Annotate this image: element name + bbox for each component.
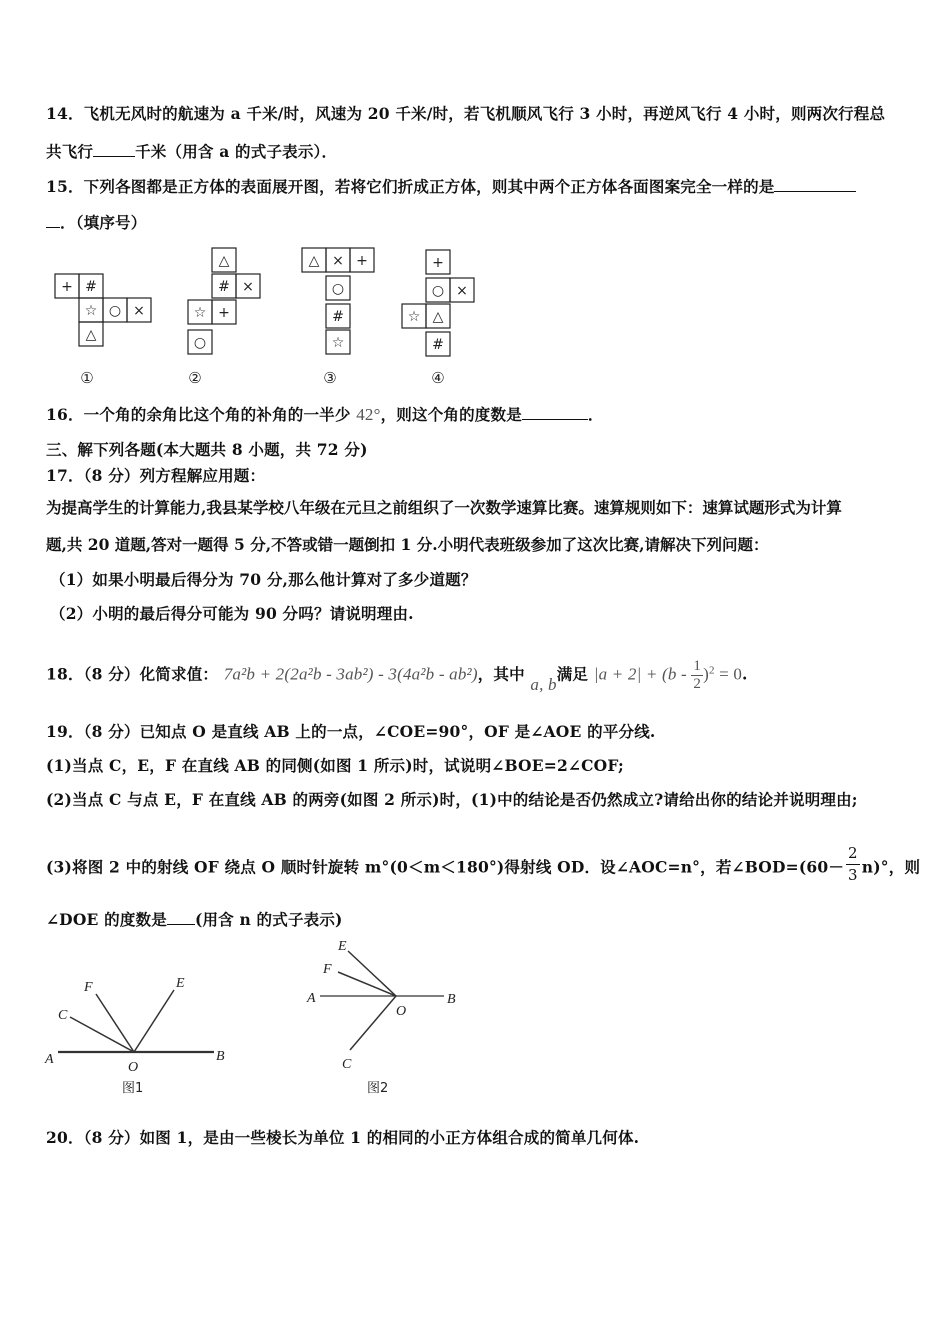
- q14-line2-post: 千米（用含 a 的式子表示）．: [135, 142, 338, 161]
- q19-fraction-num: 2: [846, 843, 860, 865]
- q14-line2-pre: 共飞行: [46, 142, 94, 161]
- fig1-ray-oe: [134, 990, 174, 1052]
- fig2-ray-oc: [350, 996, 396, 1050]
- net2-cell-1: △: [218, 253, 230, 269]
- net2-label: ②: [188, 369, 202, 387]
- fig2-caption: 图2: [367, 1081, 389, 1096]
- net4-cell-4: ☆: [407, 309, 421, 325]
- fig1-label-a: A: [45, 1052, 54, 1067]
- net2-cell-2: #: [218, 279, 230, 295]
- net2-cell-6: ○: [193, 335, 207, 351]
- net3-label: ③: [323, 369, 337, 387]
- fig2-ray-of: [338, 972, 396, 996]
- net3-cell-2: ×: [332, 253, 344, 269]
- net4-cell-3: ×: [456, 283, 468, 299]
- net1-cell-6: △: [85, 327, 97, 343]
- q15-line1-text: 15．下列各图都是正方体的表面展开图，若将它们折成正方体，则其中两个正方体各面图案完全一样的是: [46, 177, 775, 196]
- net4-cell-6: #: [432, 337, 444, 353]
- q20-line: 20．（8 分）如图 1，是由一些棱长为单位 1 的相同的小正方体组合成的简单几何体.: [46, 1128, 640, 1147]
- fig2-label-e: E: [338, 939, 347, 954]
- net2-cell-5: +: [218, 305, 230, 321]
- fig1-ray-oc: [70, 1017, 134, 1052]
- q18-end: .: [742, 664, 748, 684]
- net3-cell-4: ○: [331, 281, 345, 297]
- q19-line4-pre: (3)将图 2 中的射线 OF 绕点 O 顺时针旋转 m°(0＜m＜180°)得射线 OD．设∠AOC=n°，若∠BOD=(60－: [46, 857, 845, 877]
- fig1-label-e: E: [176, 976, 185, 991]
- q18-exponent: 2: [708, 664, 715, 677]
- q17-paragraph-2: 题,共 20 道题,答对一题得 5 分,不答或错一题倒扣 1 分.小明代表班级参加了这次比赛,请解决下列问题：: [46, 535, 769, 554]
- q18-pre: 18．（8 分）化简求值：: [46, 664, 219, 684]
- q18-equals: = 0: [714, 664, 743, 684]
- q16-post: ，则这个角的度数是: [380, 405, 522, 424]
- net3-cell-5: #: [332, 309, 344, 325]
- net4-cell-5: △: [432, 309, 444, 325]
- q18-vars: a, b: [530, 674, 557, 694]
- fig2-label-o: O: [396, 1004, 407, 1019]
- q18-satisfy: 满足: [556, 664, 589, 684]
- q19-line5-post: (用含 n 的式子表示): [194, 910, 343, 929]
- fig1-label-o: O: [128, 1060, 139, 1075]
- q17-title: 17．（8 分）列方程解应用题：: [46, 466, 266, 485]
- fig2-label-c: C: [342, 1057, 352, 1072]
- q15-line2-text: ．（填序号）: [60, 213, 147, 232]
- net2-cell-3: ×: [242, 279, 254, 295]
- q17-sub-2: （2）小明的最后得分可能为 90 分吗？请说明理由.: [50, 604, 414, 623]
- q18-expression: 7a²b + 2(2a²b - 3ab²) - 3(4a²b - ab²): [223, 664, 478, 684]
- q18-mid: ，其中: [477, 664, 525, 684]
- q14-line1: 14．飞机无风时的航速为 a 千米/时，风速为 20 千米/时，若飞机顺风飞行 3 小时，再逆风飞行 4 小时，则两次行程总: [46, 104, 886, 123]
- q17-paragraph-1: 为提高学生的计算能力,我县某学校八年级在元旦之前组织了一次数学速算比赛。速算规则如下：速算试题形式为计算: [46, 498, 842, 517]
- q18-condition-left: |a + 2| + (b -: [593, 664, 692, 684]
- q16-line: 16．一个角的余角比这个角的补角的一半少 42°，则这个角的度数是 ．: [46, 405, 604, 424]
- figure-1: [58, 990, 214, 1052]
- figure-2: [320, 951, 444, 1050]
- net2-cell-4: ☆: [193, 305, 207, 321]
- net1-label: ①: [80, 369, 94, 387]
- net3-cell-6: ☆: [331, 335, 345, 351]
- fig2-label-a: A: [307, 991, 316, 1006]
- fig1-caption: 图1: [122, 1081, 144, 1096]
- q19-line1: 19．（8 分）已知点 O 是直线 AB 上的一点，∠COE=90°，OF 是∠AOE 的平分线.: [46, 722, 656, 741]
- q19-line3: (2)当点 C 与点 E，F 在直线 AB 的两旁(如图 2 所示)时，(1)中的结论是否仍然成立?请给出你的结论并说明理由;: [46, 790, 858, 809]
- net1-cell-4: ○: [108, 303, 122, 319]
- q19-line2: (1)当点 C，E，F 在直线 AB 的同侧(如图 1 所示)时，试说明∠BOE=2∠COF;: [46, 756, 624, 775]
- q16-angle: 42°: [356, 405, 381, 424]
- fig1-label-f: F: [84, 980, 93, 995]
- net4-cell-1: +: [432, 255, 444, 271]
- net1-cell-1: +: [61, 279, 73, 295]
- net1-cell-5: ×: [133, 303, 145, 319]
- fig2-ray-oe: [348, 951, 396, 996]
- fig1-label-c: C: [58, 1008, 68, 1023]
- q19-line5-pre: ∠DOE 的度数是: [46, 910, 167, 929]
- q18-fraction-den: 2: [693, 676, 702, 692]
- net3-cell-1: △: [308, 253, 320, 269]
- net4-label: ④: [431, 369, 445, 387]
- fig2-label-b: B: [447, 992, 456, 1007]
- q17-sub-1: （1）如果小明最后得分为 70 分,那么他计算对了多少道题？: [50, 570, 477, 589]
- fig1-ray-of: [96, 994, 134, 1052]
- section3-heading: 三、解下列各题(本大题共 8 小题，共 72 分): [46, 440, 368, 459]
- net1-cell-2: #: [85, 279, 97, 295]
- net4-cell-2: ○: [431, 283, 445, 299]
- net3-cell-3: +: [356, 253, 368, 269]
- net1-cell-3: ☆: [84, 303, 98, 319]
- q19-line4-post: n)°，则: [861, 857, 921, 877]
- fig2-label-f: F: [323, 962, 332, 977]
- q16-pre: 16．一个角的余角比这个角的补角的一半少: [46, 405, 351, 424]
- q18-fraction-num: 1: [693, 658, 702, 674]
- q18-condition-right: ): [703, 664, 709, 684]
- q19-fraction-den: 3: [848, 866, 858, 884]
- fig1-label-b: B: [216, 1049, 225, 1064]
